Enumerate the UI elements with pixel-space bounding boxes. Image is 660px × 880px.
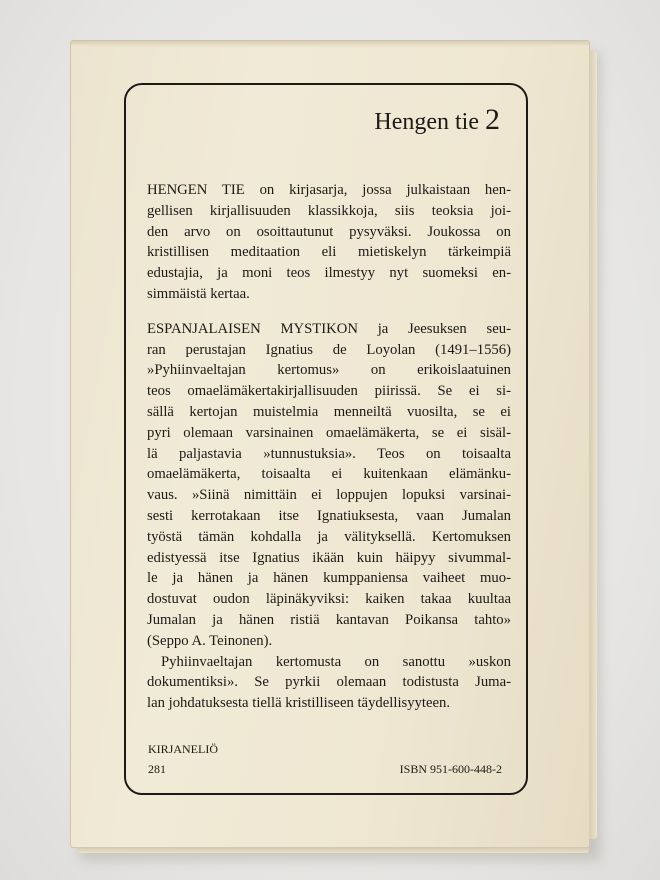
book-top-edge (71, 41, 589, 47)
text-line: Jumalan ja hänen ristiä kantavan Poikansa tahto» (147, 611, 511, 628)
series-title (374, 103, 500, 137)
book-back-cover (70, 40, 590, 848)
text-line: HENGEN TIE on kirjasarja, jossa julkaistaan hen- (147, 182, 511, 198)
text-line: gellisen kirjallisuuden klassikkoja, siis teoksia joi- (147, 202, 511, 219)
text-line: työstä tämän kohdalla ja välityksellä. Kertomuksen (147, 528, 511, 545)
paragraph-quote-summary (147, 652, 511, 714)
paragraph-book-description (147, 319, 511, 652)
blurb-text (147, 180, 511, 714)
text-line: edustajia, ja moni teos ilmestyy nyt suomeksi en- (147, 265, 511, 282)
series-name: Hengen tie (374, 109, 479, 135)
text-line: le ja hänen ja hänen kumppaniensa vaiheet muo- (147, 570, 511, 587)
publisher-name: KIRJANELIÖ (148, 742, 218, 756)
text-line: lä paljastavia »tunnustuksia». Teos on toisaalta (147, 445, 511, 462)
text-line: lan johdatuksesta tiellä kristilliseen täydellisyyteen. (147, 695, 451, 712)
text-line: omaelämäkerta, toisaalta ei kuitenkaan elämänku- (147, 466, 511, 483)
text-line: ESPANJALAISEN MYSTIKON ja Jeesuksen seu- (147, 320, 511, 337)
text-line: den arvo on osoittautunut pysyväksi. Joukossa on (147, 223, 511, 240)
text-line: sesti kerrotakaan itse Ignatiuksesta, vaan Jumalan (147, 507, 511, 524)
text-line: sällä kertojan muistelmia menneiltä vuosilta, se ei (147, 403, 511, 420)
publisher-block (148, 739, 218, 779)
text-line: vaus. »Siinä nimittäin ei loppujen lopuksi varsinai- (147, 487, 511, 504)
text-line: edistyessä itse Ignatius ikään kuin häipyy sivummal- (147, 549, 511, 566)
text-line: kristillisen meditaation eli mietiskelyn tärkeimpiä (147, 244, 511, 261)
text-line: teos omaelämäkertakirjallisuuden piirissä. Se ei si- (147, 383, 511, 400)
paragraph-series-description (147, 180, 511, 305)
book-right-edge (589, 51, 597, 839)
series-number: 2 (485, 103, 500, 136)
series-volume-number: 281 (148, 762, 166, 776)
text-line: pyri olemaan varsinainen omaelämäkerta, se ei sisäl- (147, 424, 511, 441)
text-frame (124, 83, 528, 795)
text-line: ran perustajan Ignatius de Loyolan (1491–1556) (147, 341, 511, 358)
isbn: ISBN 951-600-448-2 (399, 762, 502, 776)
text-line: (Seppo A. Teinonen). (147, 632, 273, 649)
text-line: Pyhiinvaeltajan kertomusta on sanottu »uskon (161, 653, 511, 670)
text-line: simmäistä kertaa. (147, 285, 250, 302)
text-line: dokumentiksi». Se pyrkii olemaan todistusta Juma- (147, 674, 511, 691)
text-line: »Pyhiinvaeltajan kertomus» on erikoislaatuinen (147, 362, 511, 379)
text-line: dostuvat oudon läpinäkyviksi: kaiken takaa kuultaa (147, 591, 511, 608)
book-bottom-edge (77, 847, 589, 853)
